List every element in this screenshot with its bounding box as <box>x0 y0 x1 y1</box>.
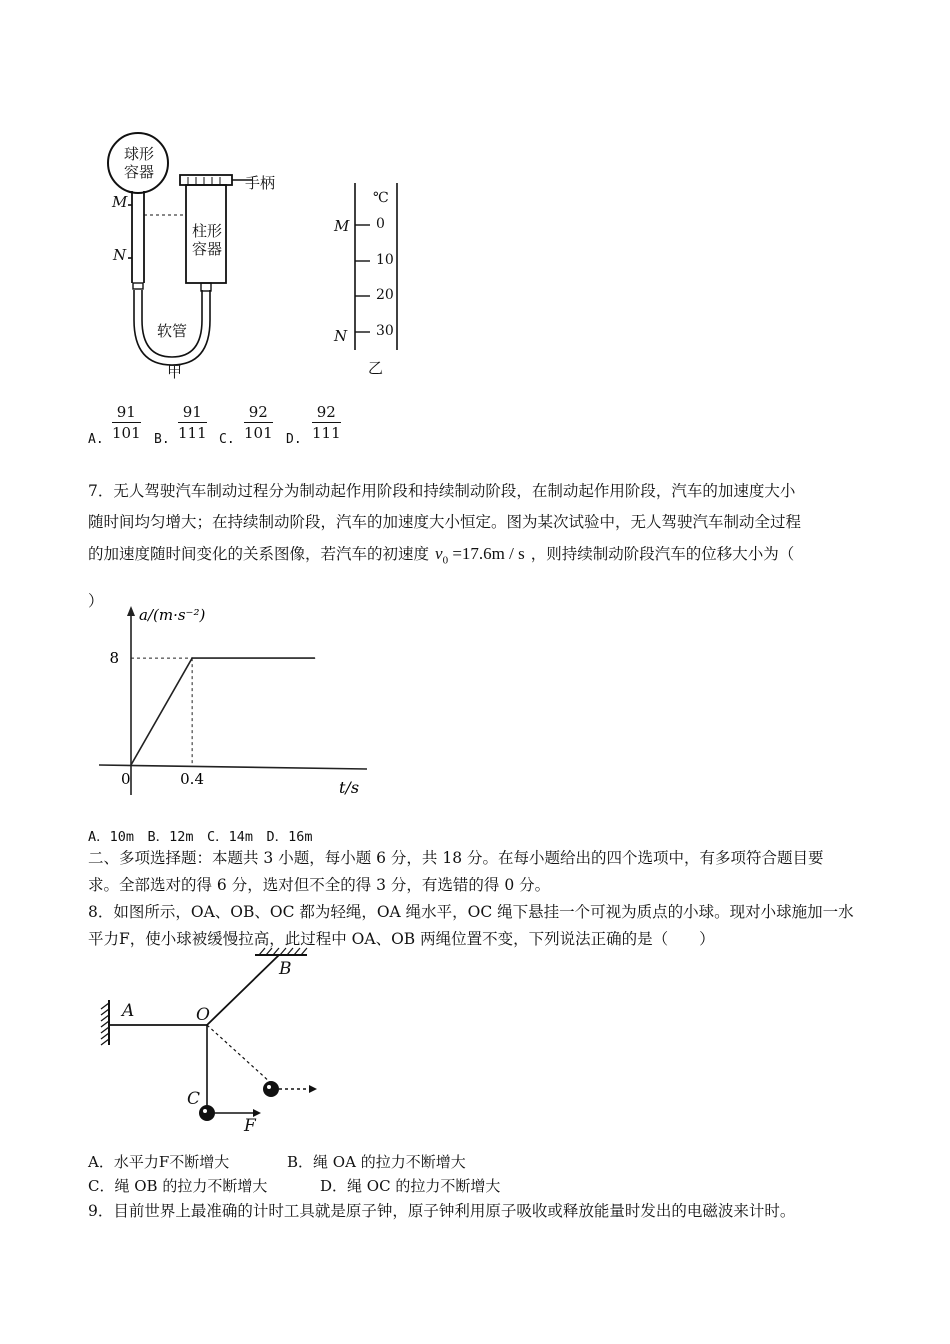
q6-option-d-fraction <box>312 402 341 443</box>
jia-label: 甲 <box>167 363 183 381</box>
q8-option-c: C．绳 OB 的拉力不断增大 <box>88 1177 268 1195</box>
q8-option-b: B．绳 OA 的拉力不断增大 <box>287 1153 466 1171</box>
q7-line-3b: ，则持续制动阶段汽车的位移大小为（ <box>530 545 795 563</box>
q7-line-3a: 的加速度随时间变化的关系图像，若汽车的初速度 <box>88 545 430 563</box>
section-2-line-1: 二、多项选择题：本题共 3 小题，每小题 6 分，共 18 分。在每小题给出的四个选项中，有多项符合题目要 <box>88 849 824 867</box>
q7-formula-rest: =17.6m / s <box>448 544 525 563</box>
scale-tick-0: 0 <box>376 216 385 232</box>
q9-line-1: 9．目前世界上最准确的计时工具就是原子钟，原子钟利用原子吸收或释放能量时发出的电磁波来计时。 <box>88 1202 796 1220</box>
q6-option-b-fraction <box>178 402 207 443</box>
q7-formula-v: v <box>435 544 443 563</box>
label-a: A <box>122 1001 135 1021</box>
x-tick-label-0.4: 0.4 <box>180 770 205 788</box>
data-point <box>314 657 316 659</box>
yi-label: 乙 <box>368 359 384 377</box>
q8-line-2: 平力F，使小球被缓慢拉高，此过程中 OA、OB 两绳位置不变，下列说法正确的是（ ） <box>88 930 715 948</box>
q8-option-d: D．绳 OC 的拉力不断增大 <box>320 1177 501 1195</box>
celsius-unit: ℃ <box>373 190 389 206</box>
section-2-instructions <box>88 845 863 899</box>
x-tick-label-0: 0 <box>121 770 131 788</box>
scale-tick-20: 20 <box>376 287 394 303</box>
hose-label: 软管 <box>157 322 188 340</box>
label-b: B <box>279 959 292 979</box>
label-f: F <box>244 1116 256 1136</box>
q6-option-c-fraction <box>244 402 273 443</box>
sphere-label: 球形容器 <box>123 145 154 181</box>
m-label-scale: M <box>334 217 350 235</box>
m-label-left: M <box>112 193 128 211</box>
q7-line-3 <box>88 538 863 576</box>
cylinder-label: 柱形容器 <box>191 222 222 258</box>
q7-initial-velocity-formula <box>429 544 531 567</box>
q6-c-numerator: 92 <box>244 402 273 423</box>
x-axis <box>99 765 367 769</box>
data-point <box>130 764 132 766</box>
q7-options: A．10m B．12m C．14m D．16m <box>88 829 313 845</box>
ball-raised <box>263 1081 279 1097</box>
q7-question <box>88 476 863 617</box>
scale-tick-30: 30 <box>376 323 394 339</box>
q6-option-a-letter: A. <box>88 432 104 447</box>
q6-option-b-letter: B. <box>154 432 170 447</box>
y-tick-label: 8 <box>109 649 119 668</box>
q6-option-a-fraction <box>112 402 141 443</box>
label-o: O <box>196 1005 210 1025</box>
rope-oc-raised <box>207 1025 271 1083</box>
q6-option-d-letter: D. <box>286 432 302 447</box>
series-line <box>131 658 314 765</box>
q8-line-1: 8．如图所示，OA、OB、OC 都为轻绳，OA 绳水平，OC 绳下悬挂一个可视为质点的小球。现对小球施加一水 <box>88 903 854 921</box>
rope-ob <box>207 955 279 1025</box>
x-axis-label: t/s <box>339 778 360 797</box>
q6-d-numerator: 92 <box>312 402 341 423</box>
q7-formula-sub: 0 <box>442 554 449 567</box>
q7-line-1: 7．无人驾驶汽车制动过程分为制动起作用阶段和持续制动阶段，在制动起作用阶段，汽车的加速度大小 <box>88 482 796 500</box>
y-axis-arrow <box>127 606 135 616</box>
q8-option-a: A．水平力F不断增大 <box>88 1153 230 1171</box>
q7-line-4: ） <box>88 592 104 611</box>
q6-a-denominator: 101 <box>112 424 141 442</box>
scale-tick-10: 10 <box>376 252 394 268</box>
q6-d-denominator: 111 <box>312 424 341 442</box>
q6-c-denominator: 101 <box>244 424 273 442</box>
q6-a-numerator: 91 <box>112 402 141 423</box>
ball-initial <box>199 1105 215 1121</box>
handle-label: 手柄 <box>245 174 276 192</box>
section-2-line-2: 求。全部选对的得 6 分，选对但不全的得 3 分，有选错的得 0 分。 <box>88 876 551 894</box>
n-label-scale: N <box>334 327 348 345</box>
q6-b-numerator: 91 <box>178 402 207 423</box>
q6-option-c-letter: C. <box>219 432 235 447</box>
q6-b-denominator: 111 <box>178 424 207 442</box>
y-axis-label: a/(m·s⁻²) <box>139 606 206 624</box>
n-label-left: N <box>113 246 127 264</box>
acceleration-time-chart <box>95 600 385 805</box>
label-c: C <box>187 1089 201 1109</box>
q7-line-2: 随时间均匀增大；在持续制动阶段，汽车的加速度大小恒定。图为某次试验中，无人驾驶汽车制动全过程 <box>88 513 802 531</box>
rope-diagram <box>95 945 355 1145</box>
